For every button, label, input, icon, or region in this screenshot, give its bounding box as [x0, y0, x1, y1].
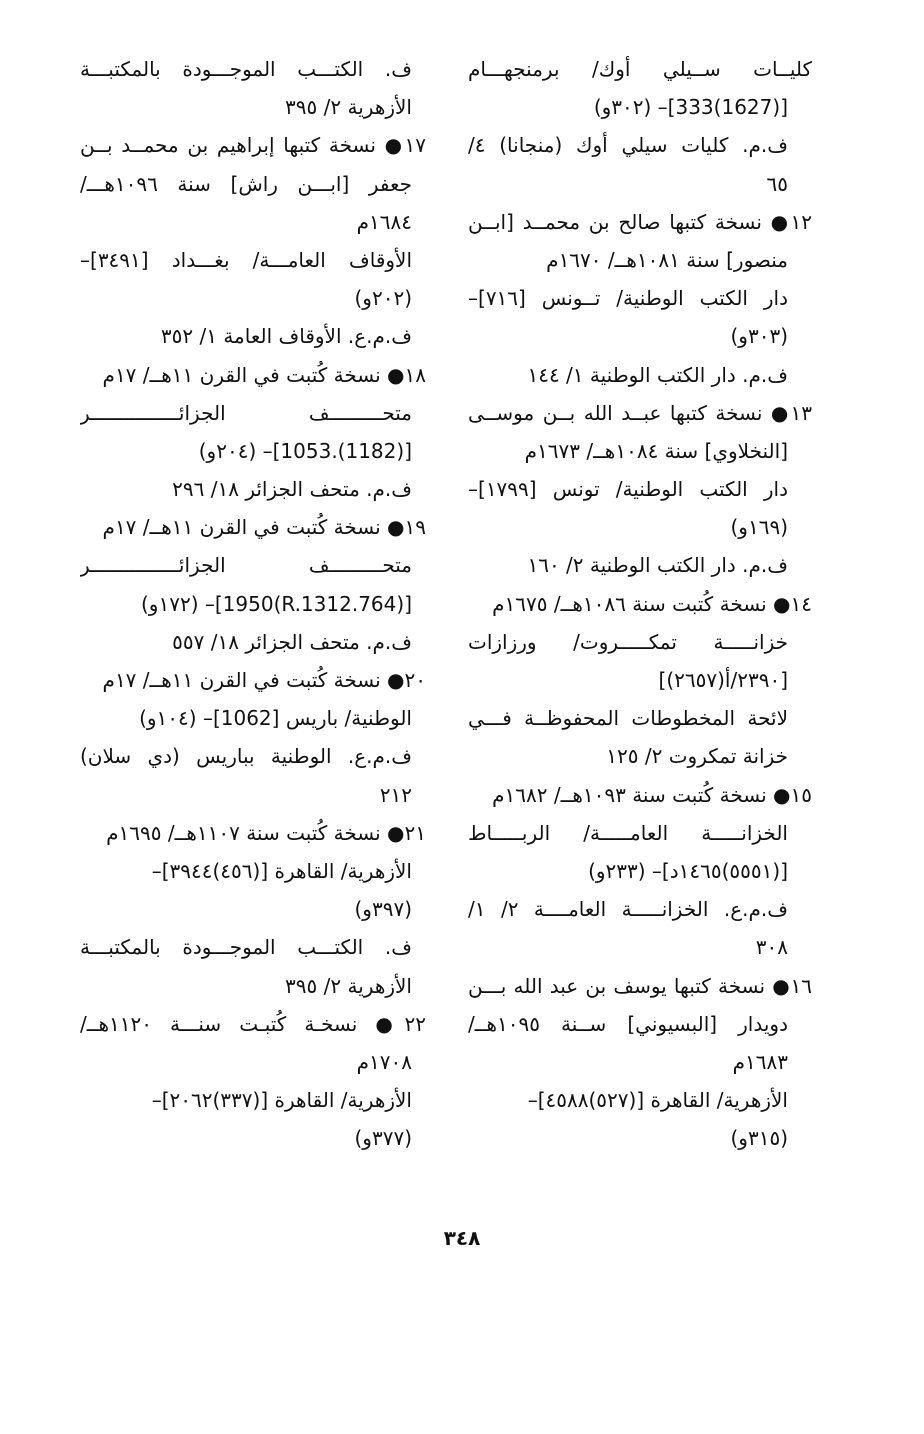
- text-line: [(1627)333]– (٣٠٢و): [593, 95, 788, 120]
- text-line: ٦٥: [766, 171, 788, 196]
- page-number: ٣٤٨: [443, 1226, 481, 1250]
- text-line: [٢٣٩٠/أ(٢٦٥٧)]: [658, 668, 788, 692]
- text-line: دار الكتب الوطنية/ تــونس [٧١٦]–: [468, 286, 788, 311]
- right-column: [468, 50, 812, 1157]
- text-line: ١٨● نسخة كُتبت في القرن ١١هــ/ ١٧م: [102, 362, 426, 387]
- text-line: الأوقاف العامـــة/ بغـــداد [٣٤٩١]–: [80, 247, 412, 272]
- text-line: ٣٠٨: [755, 935, 788, 960]
- text-line: ١٤● نسخة كُتبت سنة ١٠٨٦هــ/ ١٦٧٥م: [492, 591, 812, 616]
- text-line: متحـــــــــف الجزائـــــــــــــــر: [80, 553, 412, 578]
- text-line: متحـــــــــف الجزائـــــــــــــــر: [80, 400, 412, 425]
- text-line: ف.م. دار الكتب الوطنية ١/ ١٤٤: [527, 362, 788, 387]
- text-line: ف.م.ع. الأوقاف العامة ١/ ٣٥٢: [160, 324, 412, 349]
- text-line: الأزهرية/ القاهرة [(٤٥٦)٣٩٤٤]–: [151, 858, 412, 883]
- text-line: (٢٠٢و): [354, 286, 412, 311]
- text-line: ١٣● نسخة كتبها عبــد الله بــن موســى: [468, 400, 812, 425]
- text-line: ٢٢● نسخـة كُتبـت سنـــة ١١٢٠هــ/: [80, 1011, 426, 1036]
- text-line: ١٧٠٨م: [356, 1049, 412, 1074]
- text-line: الأزهرية/ القاهرة [(٣٣٧)٢٠٦٢]–: [151, 1088, 412, 1113]
- text-line: ١٧● نسخة كتبها إبراهيم بن محمــد بــن: [80, 133, 426, 158]
- text-line: لائحة المخطوطات المحفوظــة فـــي: [468, 706, 788, 731]
- text-line: [(1182).1053]– (٢٠٤و): [198, 438, 412, 463]
- text-line: ٢٠● نسخة كُتبت في القرن ١١هــ/ ١٧م: [102, 668, 426, 692]
- text-line: ف. الكتـــب الموجـــودة بالمكتبـــة: [80, 57, 412, 81]
- text-line: الأزهرية ٢/ ٣٩٥: [285, 95, 412, 120]
- text-line: (١٦٩و): [730, 515, 788, 540]
- text-line: (٣١٥و): [730, 1126, 788, 1151]
- text-line: [النخلاوي] سنة ١٠٨٤هــ/ ١٦٧٣م: [524, 438, 788, 463]
- text-line: ف.م. متحف الجزائر ١٨/ ٢٩٦: [172, 477, 412, 502]
- text-line: ف.م. دار الكتب الوطنية ٢/ ١٦٠: [527, 553, 788, 578]
- text-line: (٣٧٧و): [354, 1126, 412, 1151]
- text-line: الأزهرية/ القاهرة [(٥٢٧)٤٥٨٨]–: [527, 1088, 788, 1113]
- text-line: الوطنية/ باريس [1062]– (١٠٤و): [139, 706, 412, 731]
- text-line: ١٦● نسخة كتبها يوسف بن عبد الله بـــن: [468, 973, 812, 998]
- text-line: ف.م. متحف الجزائر ١٨/ ٥٥٧: [172, 629, 412, 654]
- text-line: ١٥● نسخة كُتبت سنة ١٠٩٣هــ/ ١٦٨٢م: [492, 782, 812, 807]
- text-line: منصور] سنة ١٠٨١هــ/ ١٦٧٠م: [546, 247, 788, 272]
- text-line: الأزهرية ٢/ ٣٩٥: [285, 973, 412, 998]
- text-line: ف.م.ع. الخزانـــــة العامــــة ٢/ ١/: [468, 897, 788, 922]
- text-line: ٢١٢: [379, 782, 412, 807]
- text-line: خزانة تمكروت ٢/ ١٢٥: [606, 744, 788, 769]
- text-line: [(٥٥٥١)١٤٦٥د]– (٢٣٣و): [588, 858, 788, 883]
- text-line: (٣٠٣و): [730, 324, 788, 349]
- text-line: ١٦٨٣م: [732, 1049, 788, 1074]
- text-line: كليــات ســيلي أوك/ برمنجهـــام: [468, 57, 812, 81]
- text-line: الخزانـــــة العامـــــة/ الربـــــاط: [468, 820, 788, 845]
- text-line: ٢١● نسخة كُتبت سنة ١١٠٧هــ/ ١٦٩٥م: [106, 820, 426, 845]
- left-column: [80, 50, 426, 1157]
- text-line: دويدار [البسيوني] ســنة ١٠٩٥هــ/: [468, 1011, 788, 1036]
- text-line: خزانـــــة تمكـــــروت/ ورزازات: [468, 629, 788, 654]
- text-line: ف.م.ع. الوطنية بباريس (دي سلان): [80, 744, 412, 769]
- text-line: ١٦٨٤م: [356, 209, 412, 234]
- text-line: [(764.R.1312)1950]– (١٧٢و): [141, 591, 412, 616]
- text-line: ١٢● نسخة كتبها صالح بن محمــد [ابــن: [468, 209, 812, 234]
- text-line: ف.م. كليات سيلي أوك (منجانا) ٤/: [468, 133, 788, 158]
- text-line: جعفر [ابـــن راش] سنة ١٠٩٦هـــ/: [80, 171, 412, 196]
- text-line: ١٩● نسخة كُتبت في القرن ١١هــ/ ١٧م: [102, 515, 426, 540]
- text-line: دار الكتب الوطنية/ تونس [١٧٩٩]–: [468, 477, 788, 502]
- text-line: ف. الكتـــب الموجـــودة بالمكتبـــة: [80, 935, 412, 960]
- text-line: (٣٩٧و): [354, 897, 412, 922]
